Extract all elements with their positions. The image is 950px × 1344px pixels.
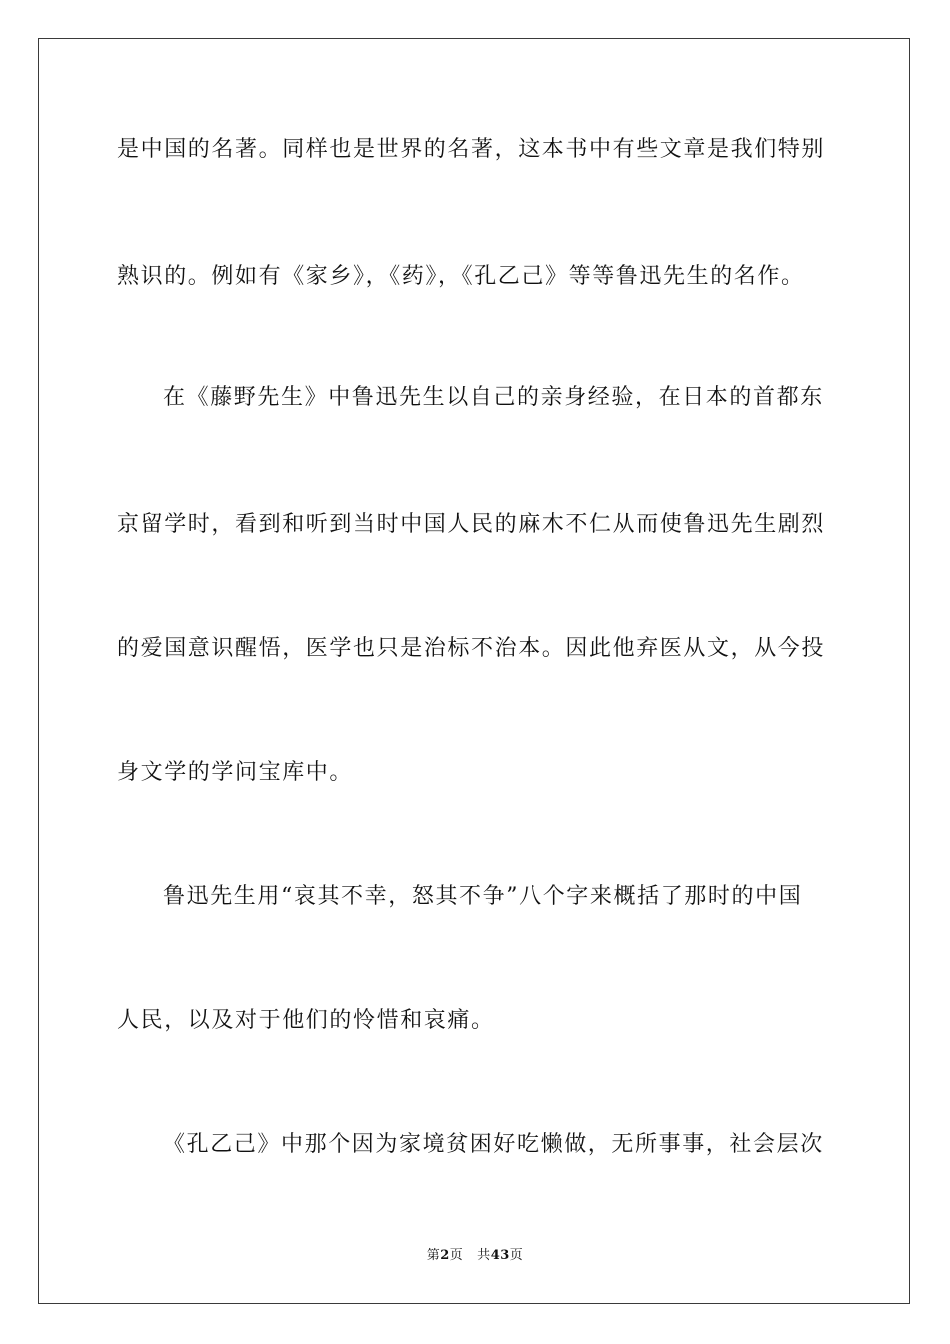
page-prefix: 第 [426,1248,441,1263]
text-line: 京留学时，看到和听到当时中国人民的麻木不仁从而使鲁迅先生剧烈 [117,512,826,537]
page-footer [0,1246,950,1266]
text-line: 熟识的。例如有《家乡》，《药》，《孔乙己》等等鲁迅先生的名作。 [117,264,805,289]
page-border [38,38,910,1304]
paragraph-start-line: 在《藤野先生》中鲁迅先生以自己的亲身经验，在日本的首都东 [163,385,824,410]
paragraph-start-line: 鲁迅先生用“哀其不幸，怒其不争”八个字来概括了那时的中国 [163,884,803,909]
text-line: 的爱国意识醒悟，医学也只是治标不治本。因此他弃医从文，从今投 [117,636,826,661]
total-prefix: 共 [477,1248,491,1263]
text-line: 身文学的学问宝库中。 [117,760,354,785]
paragraph-start-line: 《孔乙己》中那个因为家境贫困好吃懒做，无所事事，社会层次 [163,1132,824,1157]
page-suffix: 页 [449,1248,464,1263]
text-line: 是中国的名著。同样也是世界的名著，这本书中有些文章是我们特别 [117,137,826,162]
total-suffix: 页 [509,1248,524,1263]
current-page-number: 2 [440,1248,450,1263]
text-line: 人民，以及对于他们的怜惜和哀痛。 [117,1008,495,1033]
total-pages-number: 43 [490,1248,510,1263]
